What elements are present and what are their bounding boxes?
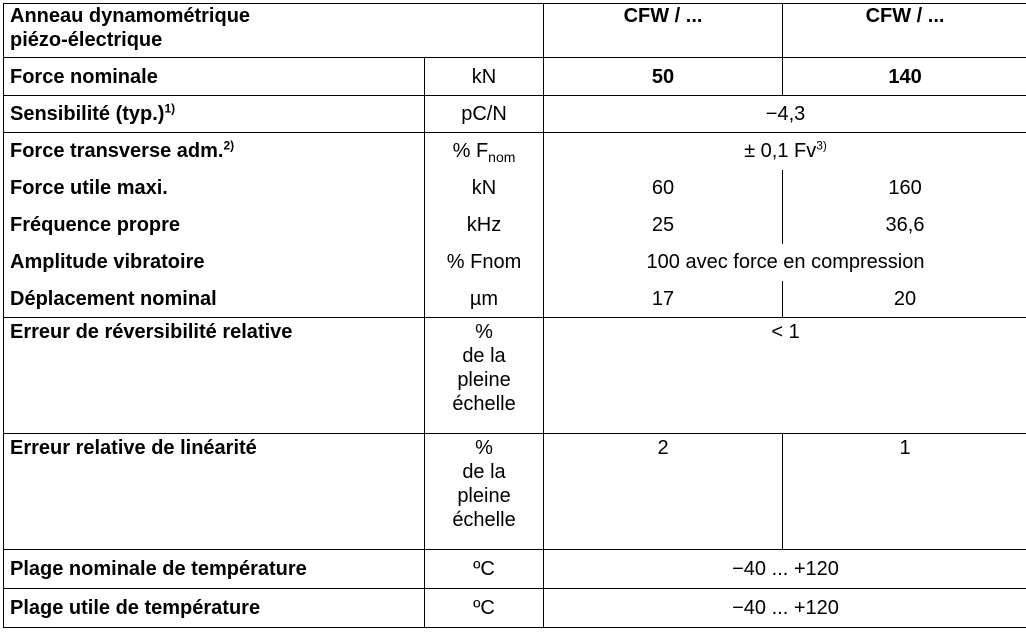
row-label: Plage nominale de température [4,550,425,589]
row-value-1: 60 [544,170,783,207]
row-value-1: 25 [544,207,783,244]
table-row [4,281,1026,318]
row-unit: ºC [425,550,544,589]
unit-line: échelle [452,393,516,415]
row-label: Plage utile de température [4,589,425,628]
row-unit: kHz [425,207,544,244]
row-label [4,133,425,170]
row-label: Force nominale [4,58,425,96]
unit-line: échelle [452,509,516,531]
row-value-2: 20 [783,281,1026,318]
header-col-1: CFW / ... [544,4,783,58]
unit-line: % [475,437,493,459]
row-label: Erreur relative de linéarité [4,434,425,550]
title-line-1: Anneau dynamométrique [10,5,251,27]
header-col-2: CFW / ... [783,4,1026,58]
row-unit: pC/N [425,96,544,133]
row-unit: % Fnom [425,244,544,281]
row-value: < 1 [544,318,1026,434]
row-label: Amplitude vibratoire [4,244,425,281]
row-label-text: Sensibilité (typ.) [10,103,165,125]
footnote-ref: 3) [816,138,827,153]
row-value: −40 ... +120 [544,550,1026,589]
unit-subscript: nom [488,149,516,166]
row-unit: ºC [425,589,544,628]
row-unit: kN [425,170,544,207]
row-value: 100 avec force en compression [544,244,1026,281]
row-unit [425,434,544,550]
row-label: Déplacement nominal [4,281,425,318]
row-value-1: 17 [544,281,783,318]
table-row [4,207,1026,244]
table-row [4,96,1026,133]
table-title [4,4,544,58]
row-value-2: 1 [783,434,1026,550]
table-row [4,434,1026,550]
row-unit [425,318,544,434]
footnote-ref: 2) [223,138,235,153]
table-row [4,550,1026,589]
row-label: Force utile maxi. [4,170,425,207]
table-row [4,318,1026,434]
footnote-ref: 1) [164,101,176,116]
row-value: −40 ... +120 [544,589,1026,628]
row-value-2: 36,6 [783,207,1026,244]
row-value-2: 140 [783,58,1026,96]
row-unit: µm [425,281,544,318]
row-value-2: 160 [783,170,1026,207]
row-value: −4,3 [544,96,1026,133]
row-value-1: 2 [544,434,783,550]
unit-line: pleine [457,369,511,391]
unit-line: de la [462,461,506,483]
unit-line: de la [462,345,506,367]
spec-table-wrapper [3,3,1026,628]
row-label-text: Force transverse adm. [10,140,224,163]
row-value-1: 50 [544,58,783,96]
row-unit: kN [425,58,544,96]
title-line-2: piézo-électrique [10,29,163,51]
table-row [4,133,1026,170]
table-row [4,244,1026,281]
table-row [4,170,1026,207]
table-row [4,58,1026,96]
table-row [4,589,1026,628]
unit-line: pleine [457,485,511,507]
value-text: ± 0,1 Fv [744,140,817,163]
row-label: Erreur de réversibilité relative [4,318,425,434]
row-value [544,133,1026,170]
unit-line: % [475,321,493,343]
row-label [4,96,425,133]
header-row [4,4,1026,58]
row-unit [425,133,544,170]
unit-text: % F [452,140,489,163]
spec-table [3,3,1026,628]
row-label: Fréquence propre [4,207,425,244]
